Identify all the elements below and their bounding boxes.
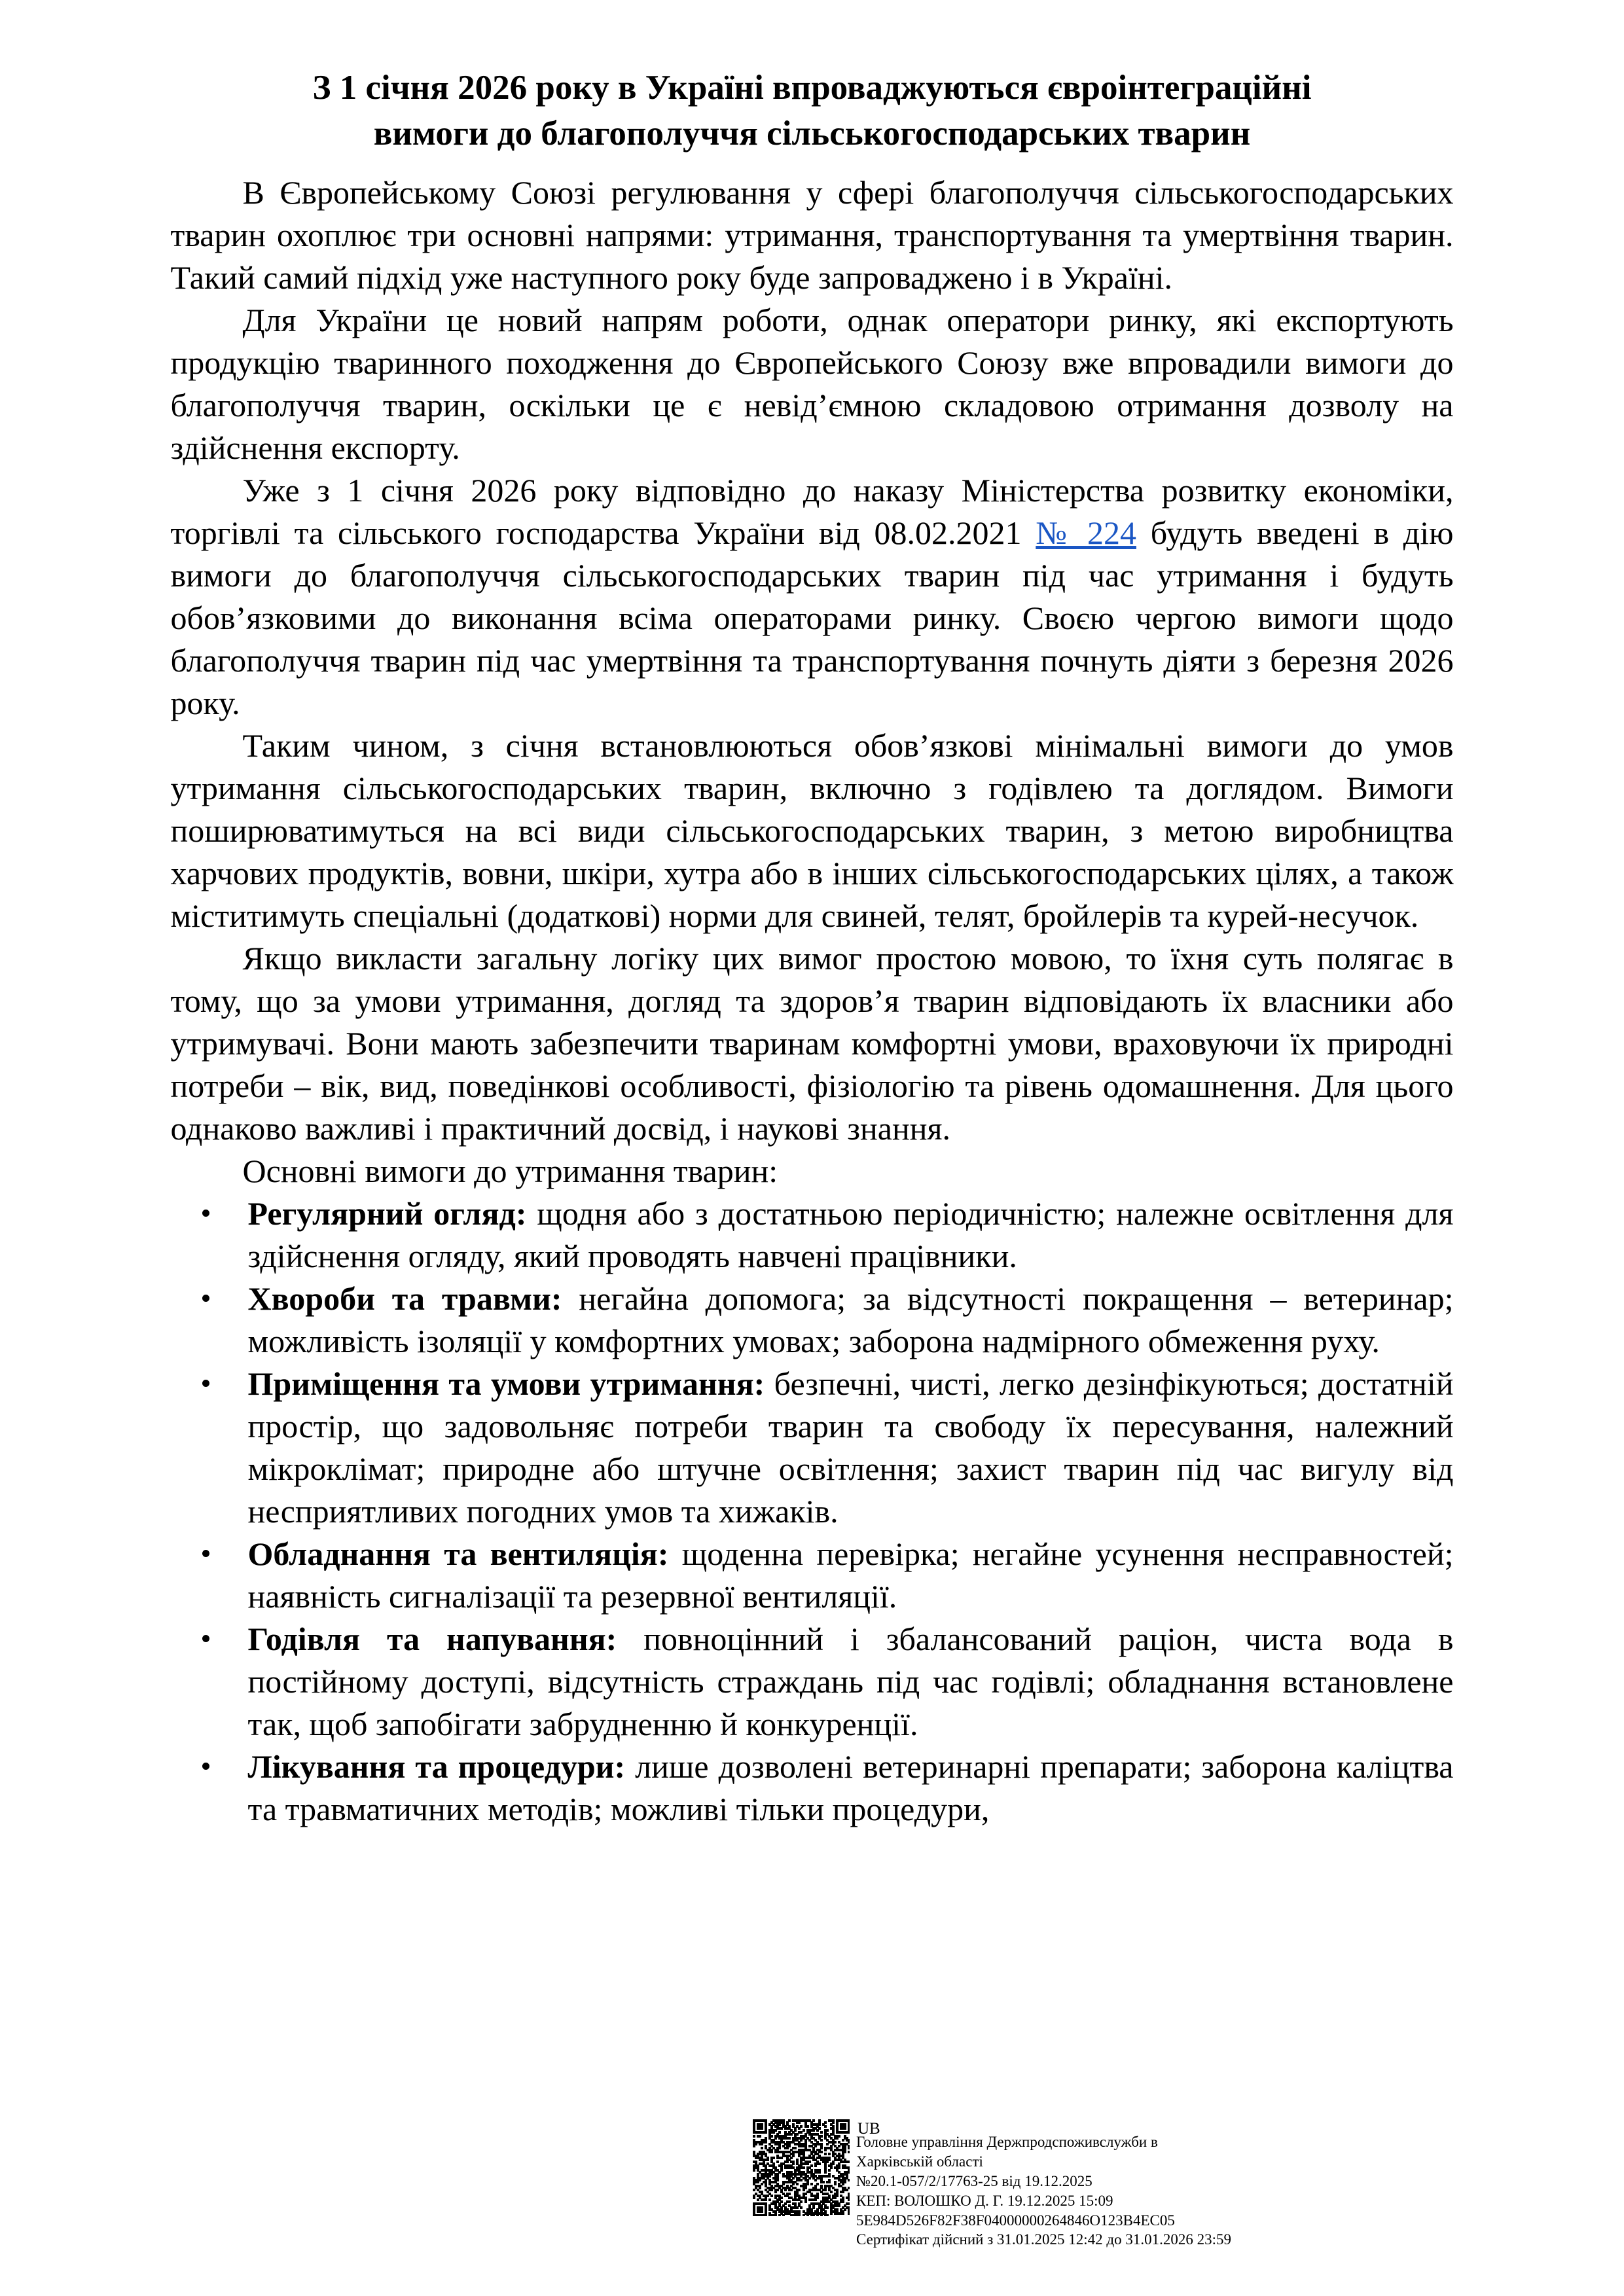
qr-code-icon: [753, 2119, 850, 2216]
bullet-term: Приміщення та умови утримання:: [247, 1365, 765, 1402]
title-line-1: З 1 січня 2026 року в Україні впроваджуються євроінтеграційні: [312, 69, 1312, 107]
order-text-after: будуть введені в дію вимоги до благополуччя сільськогосподарських тварин під час утримання і будуть обов’язковими до виконання всіма операторами ринку. Своєю чергою вимоги щодо благополуччя тварин під час умертвіння та транспортування почнуть діяти з березня 2026 року.: [170, 514, 1454, 721]
list-lead-in: Основні вимоги до утримання тварин:: [242, 1152, 778, 1189]
bullet-term: Хвороби та травми:: [247, 1280, 562, 1317]
bullet-term: Лікування та процедури:: [247, 1748, 626, 1785]
bullet-text: щодня або з достатньою періодичністю; належне освітлення для здійснення огляду, який проводять навчені працівники.: [247, 1194, 1454, 1274]
order-number-link[interactable]: № 224: [1036, 514, 1136, 551]
bullet-text: негайна допомога; за відсутності покращення – ветеринар; можливість ізоляції у комфортних умовах; заборона надмірного обмеження руху.: [247, 1280, 1454, 1359]
list-item: [171, 1363, 1454, 1533]
list-item: [171, 1746, 1454, 1831]
paragraph-4: Таким чином, з січня встановлюються обов’язкові мінімальні вимоги до умов утримання сільськогосподарських тварин, включно з годівлею та доглядом. Вимоги поширюватимуться на всі види сільськогосподарських тварин, з метою виробництва харчових продуктів, вовни, шкіри, хутра або в інших сільськогосподарських цілях, а також міститимуть спеціальні (додаткові) норми для свиней, телят, бройлерів та курей-несучок.: [170, 726, 1454, 934]
signature-signer: КЕП: ВОЛОШКО Д. Г. 19.12.2025 15:09: [856, 2192, 1113, 2209]
page-title: [171, 65, 1454, 157]
bullet-term: Годівля та напування:: [247, 1620, 617, 1657]
bullet-dot-icon: [202, 1210, 209, 1217]
paragraph-5: Якщо викласти загальну логіку цих вимог простою мовою, то їхня суть полягає в тому, що за умови утримання, догляд та здоров’я тварин відповідають їх власники або утримувачі. Вони мають забезпечити тваринам комфортні умови, враховуючи їх природні потреби – вік, вид, поведінкові особливості, фізіологію та рівень одомашнення. Для цього однаково важливі і практичний досвід, і наукові знання.: [170, 939, 1454, 1147]
bullet-dot-icon: [202, 1763, 209, 1770]
order-text-before: Уже з 1 січня 2026 року відповідно до наказу Міністерства розвитку економіки, торгівлі та сільського господарства України від 08.02.2021: [170, 471, 1454, 551]
bullet-dot-icon: [202, 1635, 209, 1642]
list-item: [171, 1193, 1454, 1278]
signature-serial: 5E984D526F82F38F04000000264846О123B4EC05: [856, 2212, 1175, 2229]
bullet-text: безпечні, чисті, легко дезінфікуються; достатній простір, що задовольняє потреби тварин та свободу їх пересування, належний мікроклімат; природне або штучне освітлення; захист тварин під час вигулу від несприятливих погодних умов та хижаків.: [247, 1365, 1454, 1530]
requirements-list: [171, 1193, 1454, 1831]
signature-details: [856, 2119, 1231, 2250]
signature-authority-line-1: Головне управління Держпродспоживслужби в: [856, 2134, 1158, 2150]
signature-authority-line-2: Харківській області: [856, 2153, 983, 2170]
bullet-text: повноцінний і збалансований раціон, чиста вода в постійному доступі, відсутність страждань під час годівлі; обладнання встановлене так, щоб запобігати забрудненню й конкуренції.: [247, 1620, 1454, 1742]
list-item: [171, 1533, 1454, 1618]
signature-document-number: №20.1-057/2/17763-25 від 19.12.2025: [856, 2172, 1092, 2189]
bullet-dot-icon: [202, 1295, 209, 1302]
list-item: [171, 1618, 1454, 1746]
document-content: [171, 65, 1454, 1831]
qr-code-canvas: [753, 2119, 850, 2216]
bullet-term: Регулярний огляд:: [247, 1194, 527, 1232]
digital-signature-stamp: [753, 2119, 1231, 2250]
bullet-text: лише дозволені ветеринарні препарати; заборона каліцтва та травматичних методів; можливі тільки процедури,: [247, 1748, 1454, 1827]
stamp-ub-badge: UB: [857, 2120, 880, 2138]
bullet-text: щоденна перевірка; негайне усунення несправностей; наявність сигналізації та резервної вентиляції.: [247, 1535, 1454, 1615]
paragraph-3-with-order-link: [171, 469, 1454, 725]
list-item: [171, 1278, 1454, 1363]
paragraph-1: В Європейському Союзі регулювання у сфері благополуччя сільськогосподарських тварин охоплює три основні напрями: утримання, транспортування та умертвіння тварин. Такий самий підхід уже наступного року буде запроваджено і в Україні.: [170, 173, 1454, 296]
paragraph-2: Для України це новий напрям роботи, однак оператори ринку, які експортують продукцію тваринного походження до Європейського Союзу вже впровадили вимоги до благополуччя тварин, оскільки це є невід’ємною складовою отримання дозволу на здійснення експорту.: [170, 301, 1454, 466]
bullet-dot-icon: [202, 1380, 209, 1387]
signature-validity: Сертифікат дійсний з 31.01.2025 12:42 до 31.01.2026 23:59: [856, 2231, 1232, 2248]
bullet-dot-icon: [202, 1550, 209, 1557]
bullet-term: Обладнання та вентиляція:: [247, 1535, 669, 1572]
title-line-2: вимоги до благополуччя сільськогосподарських тварин: [373, 114, 1251, 152]
